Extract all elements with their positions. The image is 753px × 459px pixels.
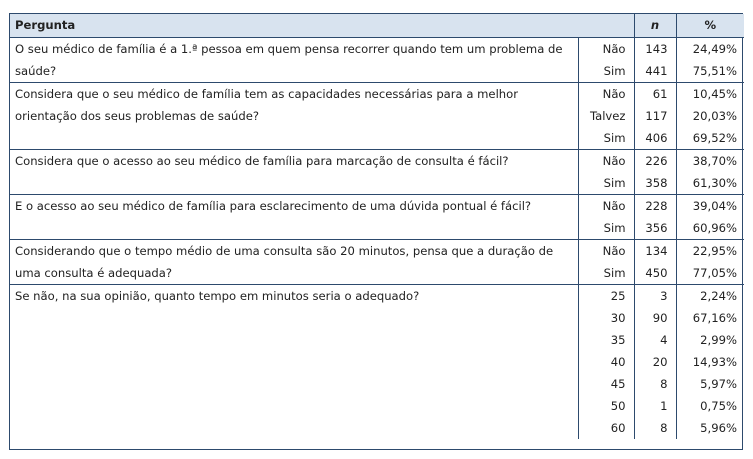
header-question: Pergunta — [10, 14, 634, 38]
answer-cell: Sim — [578, 172, 634, 195]
header-n: n — [634, 14, 676, 38]
table-row — [10, 38, 744, 61]
answer-cell: 60 — [578, 417, 634, 439]
question-text: Se não, na sua opinião, quanto tempo em minutos seria o adequado? — [10, 285, 578, 440]
count-cell: 450 — [634, 262, 676, 285]
answer-cell: Sim — [578, 60, 634, 83]
table-row — [10, 240, 744, 263]
percent-cell: 0,75% — [676, 395, 744, 417]
count-cell: 90 — [634, 307, 676, 329]
answer-cell: 30 — [578, 307, 634, 329]
percent-cell: 5,97% — [676, 373, 744, 395]
percent-cell: 14,93% — [676, 351, 744, 373]
question-text: O seu médico de família é a 1.ª pessoa em quem pensa recorrer quando tem um problema de saúde? — [15, 42, 563, 78]
count-cell: 356 — [634, 217, 676, 240]
percent-cell: 61,30% — [676, 172, 744, 195]
count-cell: 134 — [634, 240, 676, 263]
survey-table-frame — [9, 13, 743, 450]
answer-cell: Talvez — [578, 105, 634, 127]
count-cell: 8 — [634, 417, 676, 439]
percent-cell: 67,16% — [676, 307, 744, 329]
count-cell: 4 — [634, 329, 676, 351]
count-cell: 228 — [634, 195, 676, 218]
percent-cell: 5,96% — [676, 417, 744, 439]
count-cell: 441 — [634, 60, 676, 83]
question-text: E o acesso ao seu médico de família para esclarecimento de uma dúvida pontual é fácil? — [10, 195, 578, 240]
count-cell: 20 — [634, 351, 676, 373]
count-cell: 8 — [634, 373, 676, 395]
count-cell: 358 — [634, 172, 676, 195]
answer-cell: 50 — [578, 395, 634, 417]
percent-cell: 60,96% — [676, 217, 744, 240]
answer-cell: 45 — [578, 373, 634, 395]
answer-cell: Sim — [578, 262, 634, 285]
count-cell: 406 — [634, 127, 676, 150]
count-cell: 3 — [634, 285, 676, 308]
question-text: Considera que o acesso ao seu médico de família para marcação de consulta é fácil? — [10, 150, 578, 195]
count-cell: 61 — [634, 83, 676, 106]
percent-cell: 77,05% — [676, 262, 744, 285]
question-text: Considerando que o tempo médio de uma consulta são 20 minutos, pensa que a duração de uma consulta é adequada? — [10, 240, 578, 285]
survey-table — [10, 14, 744, 439]
table-row — [10, 150, 744, 173]
percent-cell: 2,24% — [676, 285, 744, 308]
answer-cell: Não — [578, 38, 634, 61]
percent-cell: 20,03% — [676, 105, 744, 127]
percent-cell: 38,70% — [676, 150, 744, 173]
percent-cell: 39,04% — [676, 195, 744, 218]
table-row — [10, 83, 744, 106]
count-cell: 1 — [634, 395, 676, 417]
percent-cell: 75,51% — [676, 60, 744, 83]
percent-cell: 24,49% — [676, 38, 744, 61]
answer-cell: Não — [578, 195, 634, 218]
percent-cell: 22,95% — [676, 240, 744, 263]
answer-cell: 25 — [578, 285, 634, 308]
question-text: Considera que o seu médico de família tem as capacidades necessárias para a melhor orientação dos seus problemas de saúde? — [10, 83, 578, 150]
answer-cell: Não — [578, 240, 634, 263]
percent-cell: 10,45% — [676, 83, 744, 106]
header-percent: % — [676, 14, 744, 38]
count-cell: 143 — [634, 38, 676, 61]
count-cell: 226 — [634, 150, 676, 173]
table-row — [10, 195, 744, 218]
percent-cell: 69,52% — [676, 127, 744, 150]
table-body — [10, 38, 744, 440]
answer-cell: Sim — [578, 127, 634, 150]
count-cell: 117 — [634, 105, 676, 127]
table-header-row — [10, 14, 744, 38]
answer-cell: Não — [578, 150, 634, 173]
percent-cell: 2,99% — [676, 329, 744, 351]
answer-cell: Não — [578, 83, 634, 106]
answer-cell: Sim — [578, 217, 634, 240]
answer-cell: 35 — [578, 329, 634, 351]
answer-cell: 40 — [578, 351, 634, 373]
table-row — [10, 285, 744, 308]
